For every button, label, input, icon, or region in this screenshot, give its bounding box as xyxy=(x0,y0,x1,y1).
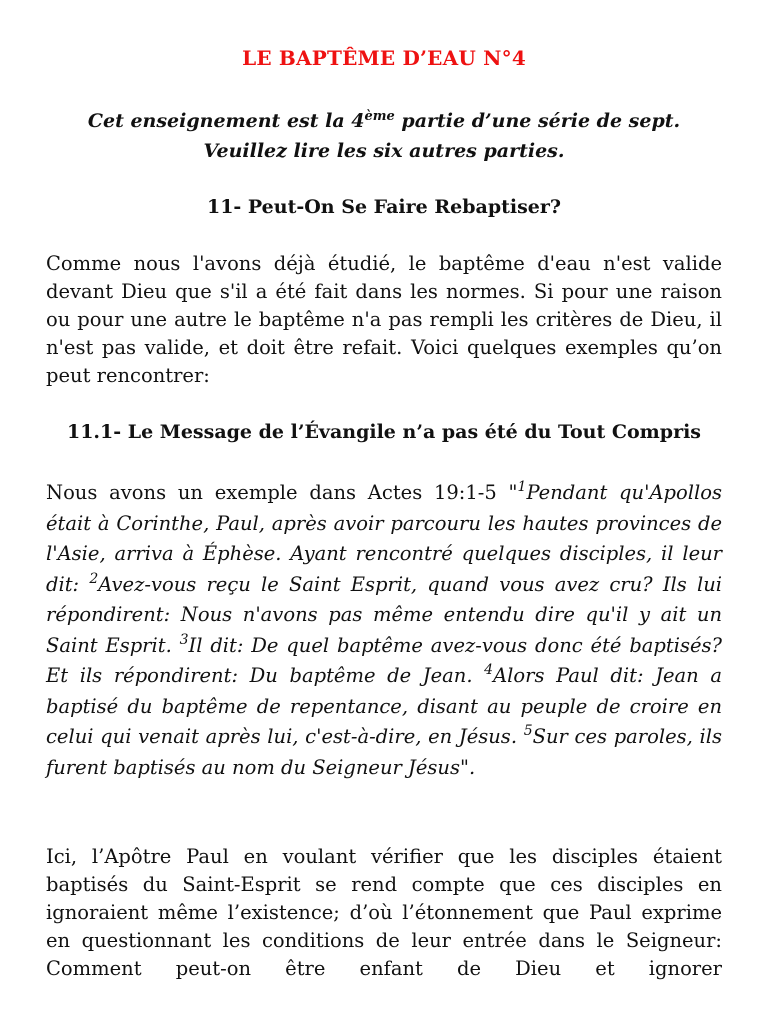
verse-number-2: 2 xyxy=(89,570,99,587)
intro-line-2: Veuillez lire les six autres parties. xyxy=(203,140,565,162)
verse-number-1: 1 xyxy=(517,479,527,495)
intro-note xyxy=(46,106,722,166)
scripture-paragraph xyxy=(46,478,722,783)
quote-mark: " xyxy=(508,481,518,504)
section-11-1-heading: 11.1- Le Message de l’Évangile n’a pas été du Tout Compris xyxy=(66,421,702,443)
verse-1-text: Pendant qu'Apollos était à Corinthe, Paul, après avoir parcouru les hautes provinces de l'Asie, arriva à Éphèse. Ayant rencontré quelques disciples, il leur dit: xyxy=(46,481,722,596)
intro-superscript: ème xyxy=(364,109,395,124)
page-title: LE BAPTÊME D’EAU N°4 xyxy=(242,46,526,70)
verse-3-text: Il dit: De quel baptême avez-vous donc été baptisés? Et ils répondirent: Du baptême de Jean. xyxy=(46,633,722,687)
intro-line-1-end: partie d’une série de sept. xyxy=(394,110,681,132)
scripture-quote xyxy=(46,481,722,779)
verse-4-text: Alors Paul dit: Jean a baptisé du baptême de repentance, disant au peuple de croire en celui qui venait après lui, c'est-à-dire, en Jésus. xyxy=(46,664,722,748)
intro-line-1 xyxy=(46,106,722,136)
verse-number-3: 3 xyxy=(179,631,189,648)
verse-5-text: Sur ces paroles, ils furent baptisés au nom du Seigneur Jésus". xyxy=(46,725,723,779)
section-11-paragraph: Comme nous l'avons déjà étudié, le baptême d'eau n'est valide devant Dieu que s'il a été fait dans les normes. Si pour une raison ou pour une autre le baptême n'a pas rempli les critères de Dieu, il n'est pas valide, et doit être refait. Voici quelques exemples qu’on peut rencontrer: xyxy=(46,252,722,387)
verse-2-text: Avez-vous reçu le Saint Esprit, quand vous avez cru? Ils lui répondirent: Nous n'avons pas même entendu dire qu'il y ait un Saint Esprit. xyxy=(46,572,722,657)
verse-number-4: 4 xyxy=(484,662,494,678)
commentary-paragraph: Ici, l’Apôtre Paul en voulant vérifier que les disciples étaient baptisés du Saint-Esprit se rend compte que ces disciples en ignoraient même l’existence; d’où l’étonnement que Paul exprime en questionnant les conditions de leur entrée dans le Seigneur: Comment peut-on être enfant de Dieu et ignorer xyxy=(46,845,722,980)
intro-line-1-start: Cet enseignement est la 4 xyxy=(87,110,365,132)
section-11-heading: 11- Peut-On Se Faire Rebaptiser? xyxy=(206,196,562,218)
verse-number-5: 5 xyxy=(523,723,533,739)
scripture-intro: Nous avons un exemple dans Actes 19:1-5 xyxy=(46,481,509,504)
